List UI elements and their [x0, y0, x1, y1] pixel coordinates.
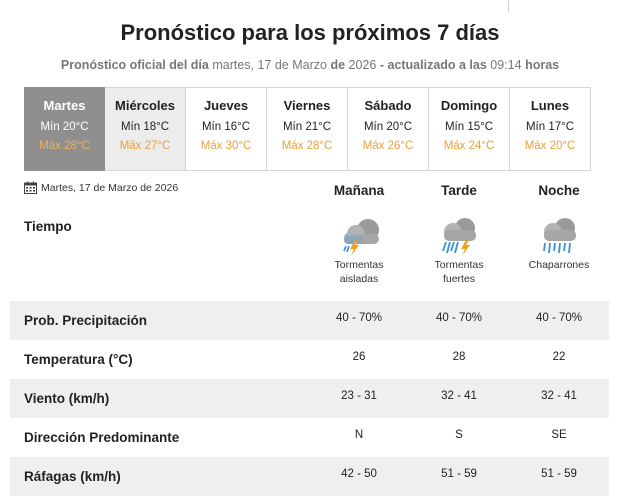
page-subtitle: [0, 58, 620, 72]
row-value: 40 - 70%: [535, 312, 583, 324]
day-max-temp: Máx 26°C: [362, 140, 414, 152]
page-title: Pronóstico para los próximos 7 días: [120, 20, 500, 45]
row-value: 42 - 50: [341, 468, 377, 480]
weather-desc-line: Tormentas: [334, 259, 384, 271]
day-tabs: [24, 87, 591, 171]
column-header-tarde: Tarde: [441, 183, 477, 198]
row-value: 28: [452, 351, 466, 363]
weather-desc-line: Chaparrones: [528, 259, 590, 271]
row-temperature: [10, 340, 609, 379]
day-tab-lunes[interactable]: [510, 87, 591, 171]
storm-cloud-icon: [335, 216, 383, 256]
row-value: 32 - 41: [541, 390, 577, 402]
subtitle-year: 2026: [348, 58, 377, 72]
day-max-temp: Máx 20°C: [524, 140, 576, 152]
column-header-manana: Mañana: [333, 183, 385, 198]
row-value: 32 - 41: [441, 390, 477, 402]
row-value: N: [354, 429, 364, 441]
row-value: 23 - 31: [341, 390, 377, 402]
day-max-temp: Máx 24°C: [443, 140, 495, 152]
row-gusts: [10, 457, 609, 496]
row-wind: [10, 379, 609, 418]
subtitle-updated: - actualizado a las: [379, 58, 487, 72]
weather-desc-line: aisladas: [339, 273, 379, 285]
day-tab-miercoles[interactable]: [105, 87, 186, 171]
weather-desc-tarde: [409, 258, 509, 286]
divider-line: [508, 0, 509, 12]
day-max-temp: Máx 28°C: [39, 140, 90, 152]
subtitle-time: 09:14: [490, 58, 522, 72]
weather-desc-line: fuertes: [442, 273, 476, 285]
subtitle-hours: horas: [525, 58, 560, 72]
day-max-temp: Máx 27°C: [119, 140, 171, 152]
subtitle-date: martes, 17 de Marzo: [212, 58, 327, 72]
day-tab-viernes[interactable]: [267, 87, 348, 171]
row-value: SE: [551, 429, 567, 441]
day-min-temp: Mín 21°C: [282, 121, 332, 133]
day-tab-martes[interactable]: [24, 87, 105, 171]
row-wind-direction: [10, 418, 609, 457]
row-label: Dirección Predominante: [24, 430, 180, 445]
day-tab-sabado[interactable]: [348, 87, 429, 171]
day-name: Martes: [43, 98, 86, 113]
day-name: Sábado: [364, 98, 412, 113]
day-min-temp: Mín 15°C: [444, 121, 494, 133]
row-value: S: [455, 429, 463, 441]
selected-date: [24, 181, 178, 194]
row-value: 22: [552, 351, 566, 363]
row-label: Temperatura (°C): [24, 352, 133, 367]
row-label: Viento (km/h): [24, 391, 110, 406]
day-name: Domingo: [440, 98, 498, 113]
day-tab-domingo[interactable]: [429, 87, 510, 171]
day-max-temp: Máx 28°C: [281, 140, 333, 152]
subtitle-of: de: [330, 58, 346, 72]
row-value: 51 - 59: [541, 468, 577, 480]
row-label: Prob. Precipitación: [24, 313, 148, 328]
rain-showers-cloud-icon: [535, 216, 583, 256]
row-value: 51 - 59: [441, 468, 477, 480]
day-name: Lunes: [530, 98, 570, 113]
day-min-temp: Mín 18°C: [120, 121, 170, 133]
day-min-temp: Mín 17°C: [525, 121, 575, 133]
day-min-temp: Mín 20°C: [363, 121, 413, 133]
subtitle-prefix: Pronóstico oficial del día: [60, 58, 209, 72]
tiempo-label: Tiempo: [24, 219, 72, 234]
day-tab-jueves[interactable]: [186, 87, 267, 171]
day-min-temp: Mín 16°C: [201, 121, 251, 133]
selected-date-text: Martes, 17 de Marzo de 2026: [41, 181, 179, 194]
calendar-icon: [24, 181, 37, 194]
heavy-storm-cloud-icon: [435, 216, 483, 256]
day-name: Jueves: [203, 98, 249, 113]
row-value: 40 - 70%: [335, 312, 383, 324]
column-header-noche: Noche: [538, 183, 580, 198]
weather-desc-manana: [309, 258, 409, 286]
weather-desc-noche: [509, 258, 609, 272]
row-value: 40 - 70%: [435, 312, 483, 324]
day-min-temp: Mín 20°C: [40, 121, 89, 133]
row-value: 26: [352, 351, 366, 363]
row-label: Ráfagas (km/h): [24, 469, 121, 484]
day-name: Viernes: [283, 98, 331, 113]
row-precipitation: [10, 301, 609, 340]
weather-desc-line: Tormentas: [434, 259, 484, 271]
day-max-temp: Máx 30°C: [200, 140, 252, 152]
day-name: Miércoles: [115, 98, 175, 113]
